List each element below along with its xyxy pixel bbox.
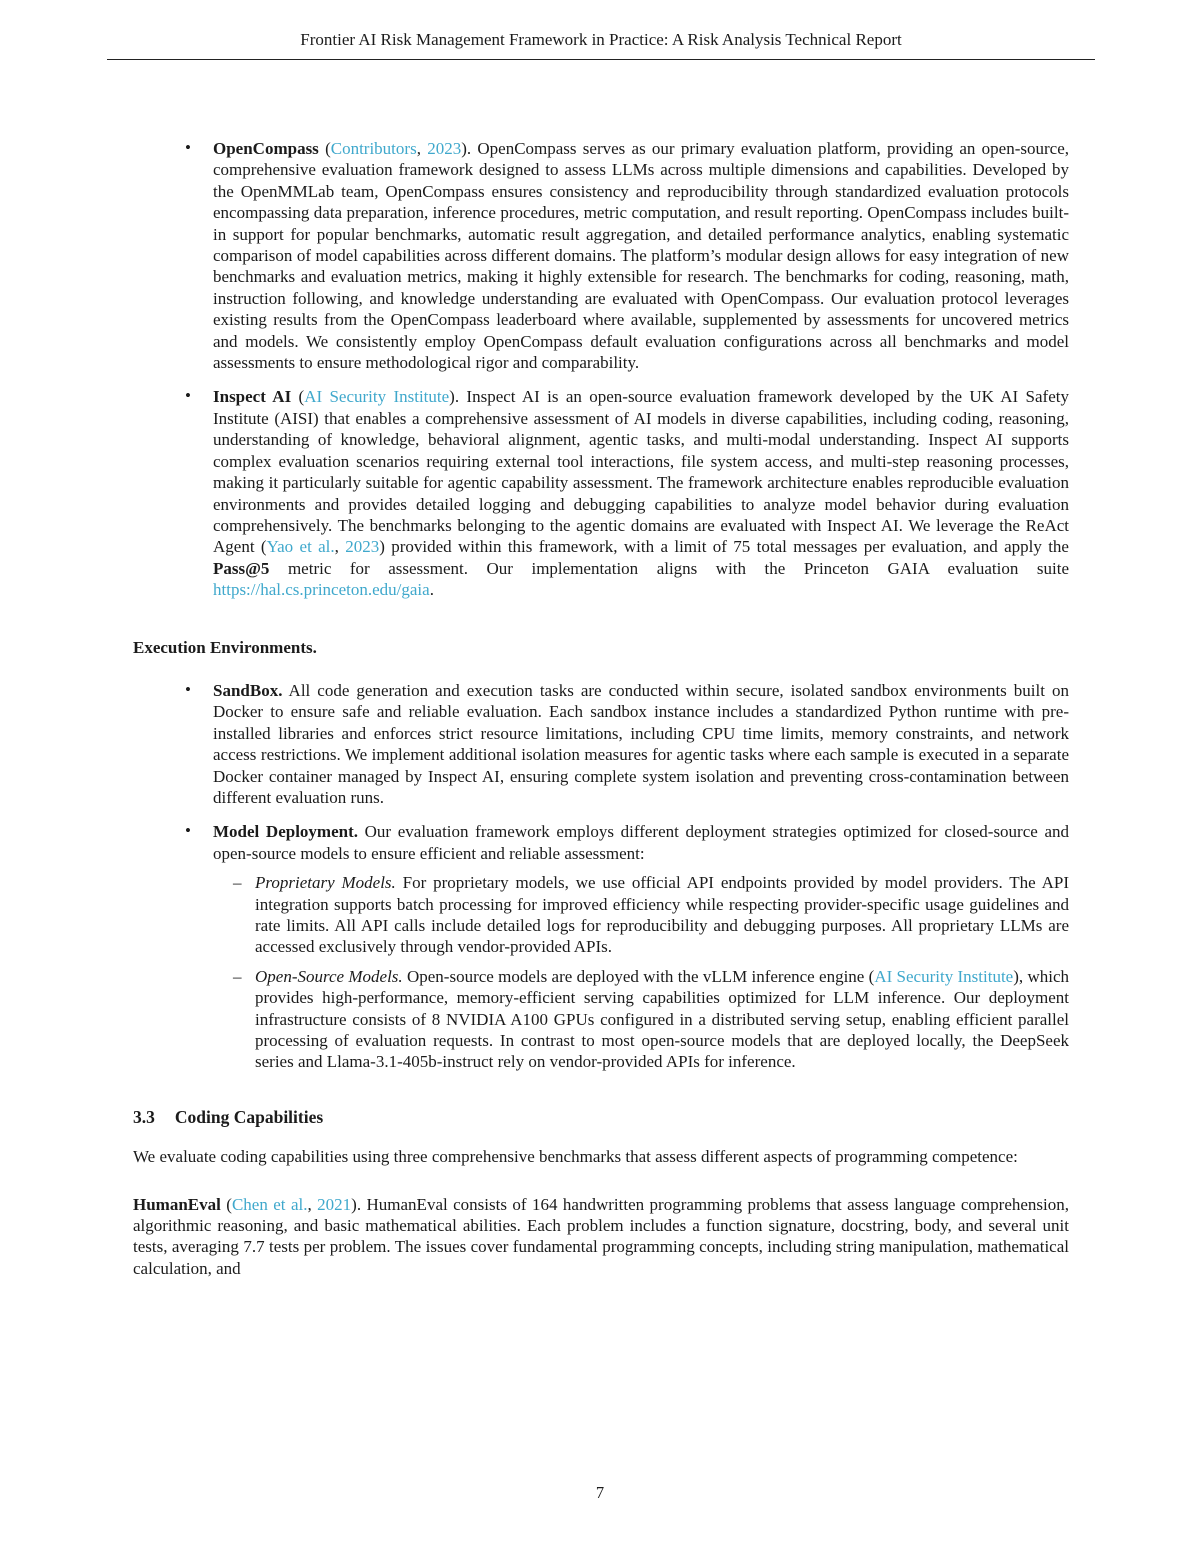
text-run: Inspect AI: [213, 387, 292, 407]
citation-link[interactable]: AI Security Institute: [304, 387, 450, 407]
text-run: Our evaluation framework employs different deployment strategies optimized for closed-source and open-source models to ensure efficient and reliable assessment:: [213, 822, 1069, 863]
bullet-marker: •: [185, 679, 191, 699]
text-run: Open-Source Models.: [255, 966, 403, 986]
text-run: Proprietary Models.: [255, 873, 396, 893]
bullet-list: [133, 138, 1069, 601]
list-item: [133, 386, 1069, 600]
text-run: ,: [334, 537, 346, 557]
list-item: [133, 821, 1069, 1072]
page-header: [107, 30, 1095, 60]
citation-link[interactable]: 2023: [427, 139, 462, 158]
text-run: ,: [416, 139, 428, 158]
text-run: All code generation and execution tasks are conducted within secure, isolated sandbox environments built on Docker to ensure safe and reliable evaluation. Each sandbox instance includes a standardized Python runtime with pre-installed libraries and enforces strict resource limitations, including CPU time limits, memory constraints, and network access restrictions. We implement additional isolation measures for agentic tasks where each sample is executed in a separate Docker container managed by Inspect AI, ensuring complete system isolation and preventing cross-contamination between different evaluation runs.: [213, 680, 1069, 807]
text-run: HumanEval: [133, 1194, 221, 1214]
citation-link[interactable]: Contributors: [330, 139, 417, 158]
citation-link[interactable]: AI Security Institute: [874, 966, 1014, 986]
dash-marker: –: [233, 966, 242, 986]
citation-link[interactable]: Yao et al.: [266, 537, 335, 557]
text-run: ) provided within this framework, with a limit of 75 total messages per evaluation, and apply the: [379, 537, 1069, 557]
text-run: ), which provides high-performance, memory-efficient serving capabilities optimized for LLM inference. Our deployment infrastructure consists of 8 NVIDIA A100 GPUs configured in a distributed serving setup, enabling efficient parallel processing of evaluation requests. In contrast to most open-source models that are deployed locally, the DeepSeek series and Llama-3.1-405b-instruct rely on vendor-provided APIs for inference.: [255, 966, 1069, 1072]
bullet-marker: •: [185, 386, 191, 406]
citation-link[interactable]: 2023: [345, 537, 380, 557]
list-item: [213, 872, 1069, 958]
text-run: .: [429, 580, 434, 600]
text-run: (: [220, 1194, 232, 1214]
list-item-text: [255, 966, 1069, 1073]
body-paragraph: [133, 1194, 1069, 1280]
citation-link[interactable]: 2021: [317, 1194, 352, 1214]
body-paragraph: [133, 1146, 1069, 1167]
bullet-marker: •: [185, 821, 191, 841]
section-number: 3.3: [133, 1106, 155, 1127]
citation-link[interactable]: Chen et al.: [231, 1194, 308, 1214]
paragraph-heading: [133, 637, 1069, 658]
list-item: [213, 966, 1069, 1073]
text-run: Open-source models are deployed with the vLLM inference engine (: [402, 966, 875, 986]
list-item-text: [255, 872, 1069, 958]
list-item: [133, 680, 1069, 808]
section-heading: [133, 1107, 1069, 1128]
url-link[interactable]: https://hal.cs.princeton.edu/gaia: [213, 580, 430, 600]
list-item-text: [213, 821, 1069, 1072]
page-body: [133, 138, 1069, 1279]
section-title: Coding Capabilities: [174, 1106, 324, 1127]
text-run: ,: [307, 1194, 318, 1214]
text-run: SandBox.: [213, 680, 283, 700]
text-run: ). Inspect AI is an open-source evaluation framework developed by the UK AI Safety Institute (AISI) that enables a comprehensive assessment of AI models in diverse capabilities, including coding, reasoning, understanding of knowledge, behavioral alignment, agentic tasks, and multi-modal understanding. Inspect AI supports complex evaluation scenarios requiring external tool interactions, file system access, and multi-step reasoning processes, making it particularly suitable for agentic capability assessment. The framework architecture enables reproducible evaluation environments and provides detailed logging and debugging capabilities to analyze model behavior during evaluation comprehensively. The benchmarks belonging to the agentic domains are evaluated with Inspect AI. We leverage the ReAct Agent (: [213, 387, 1069, 557]
page-number: 7: [595, 1483, 605, 1502]
text-run: Model Deployment.: [213, 822, 358, 842]
running-title: Frontier AI Risk Management Framework in Practice: A Risk Analysis Technical Report: [300, 30, 902, 49]
text-run: ). HumanEval consists of 164 handwritten programming problems that assess language comprehension, algorithmic reasoning, and basic mathematical abilities. Each problem includes a function signature, docstring, body, and several unit tests, averaging 7.7 tests per problem. The issues cover fundamental programming concepts, including string manipulation, mathematical calculation, and: [133, 1194, 1069, 1278]
text-run: ). OpenCompass serves as our primary evaluation platform, providing an open-source, comprehensive evaluation framework designed to assess LLMs across multiple dimensions and capabilities. Developed by the OpenMMLab team, OpenCompass ensures consistency and reproducibility through standardized evaluation protocols encompassing data preparation, inference procedures, metric computation, and result reporting. OpenCompass includes built-in support for popular benchmarks, automatic result aggregation, and detailed performance analytics, enabling systematic comparison of model capabilities across different domains. The platform’s modular design allows for easy integration of new benchmarks and evaluation metrics, making it highly extensible for research. The benchmarks for coding, reasoning, math, instruction following, and knowledge understanding are evaluated with OpenCompass. Our evaluation protocol leverages existing results from the OpenCompass leaderboard where available, supplemented by assessments for uncovered metrics and models. We consistently employ OpenCompass default evaluation configurations across all benchmarks and model assessments to ensure methodological rigor and comparability.: [213, 139, 1070, 373]
text-run: (: [291, 387, 305, 407]
text-run: Pass@5: [213, 558, 270, 578]
text-run: We evaluate coding capabilities using three comprehensive benchmarks that assess different aspects of programming competence:: [133, 1147, 1018, 1167]
text-run: metric for assessment. Our implementation aligns with the Princeton GAIA evaluation suite: [269, 558, 1069, 578]
dash-list: [213, 872, 1069, 1073]
bullet-marker: •: [185, 138, 191, 157]
text-run: OpenCompass: [213, 139, 319, 158]
list-item-text: [213, 680, 1069, 808]
text-run: Execution Environments.: [133, 637, 317, 657]
list-item-text: [213, 138, 1069, 373]
text-run: For proprietary models, we use official API endpoints provided by model providers. The API integration supports batch processing for improved efficiency while respecting provider-specific usage guidelines and rate limits. All API calls include detailed logs for reproducibility and debugging purposes. All proprietary LLMs are accessed exclusively through vendor-provided APIs.: [255, 873, 1069, 957]
list-item: [133, 138, 1069, 373]
bullet-list: [133, 680, 1069, 1073]
text-run: (: [318, 139, 331, 158]
list-item-text: [213, 386, 1069, 600]
dash-marker: –: [233, 873, 242, 893]
